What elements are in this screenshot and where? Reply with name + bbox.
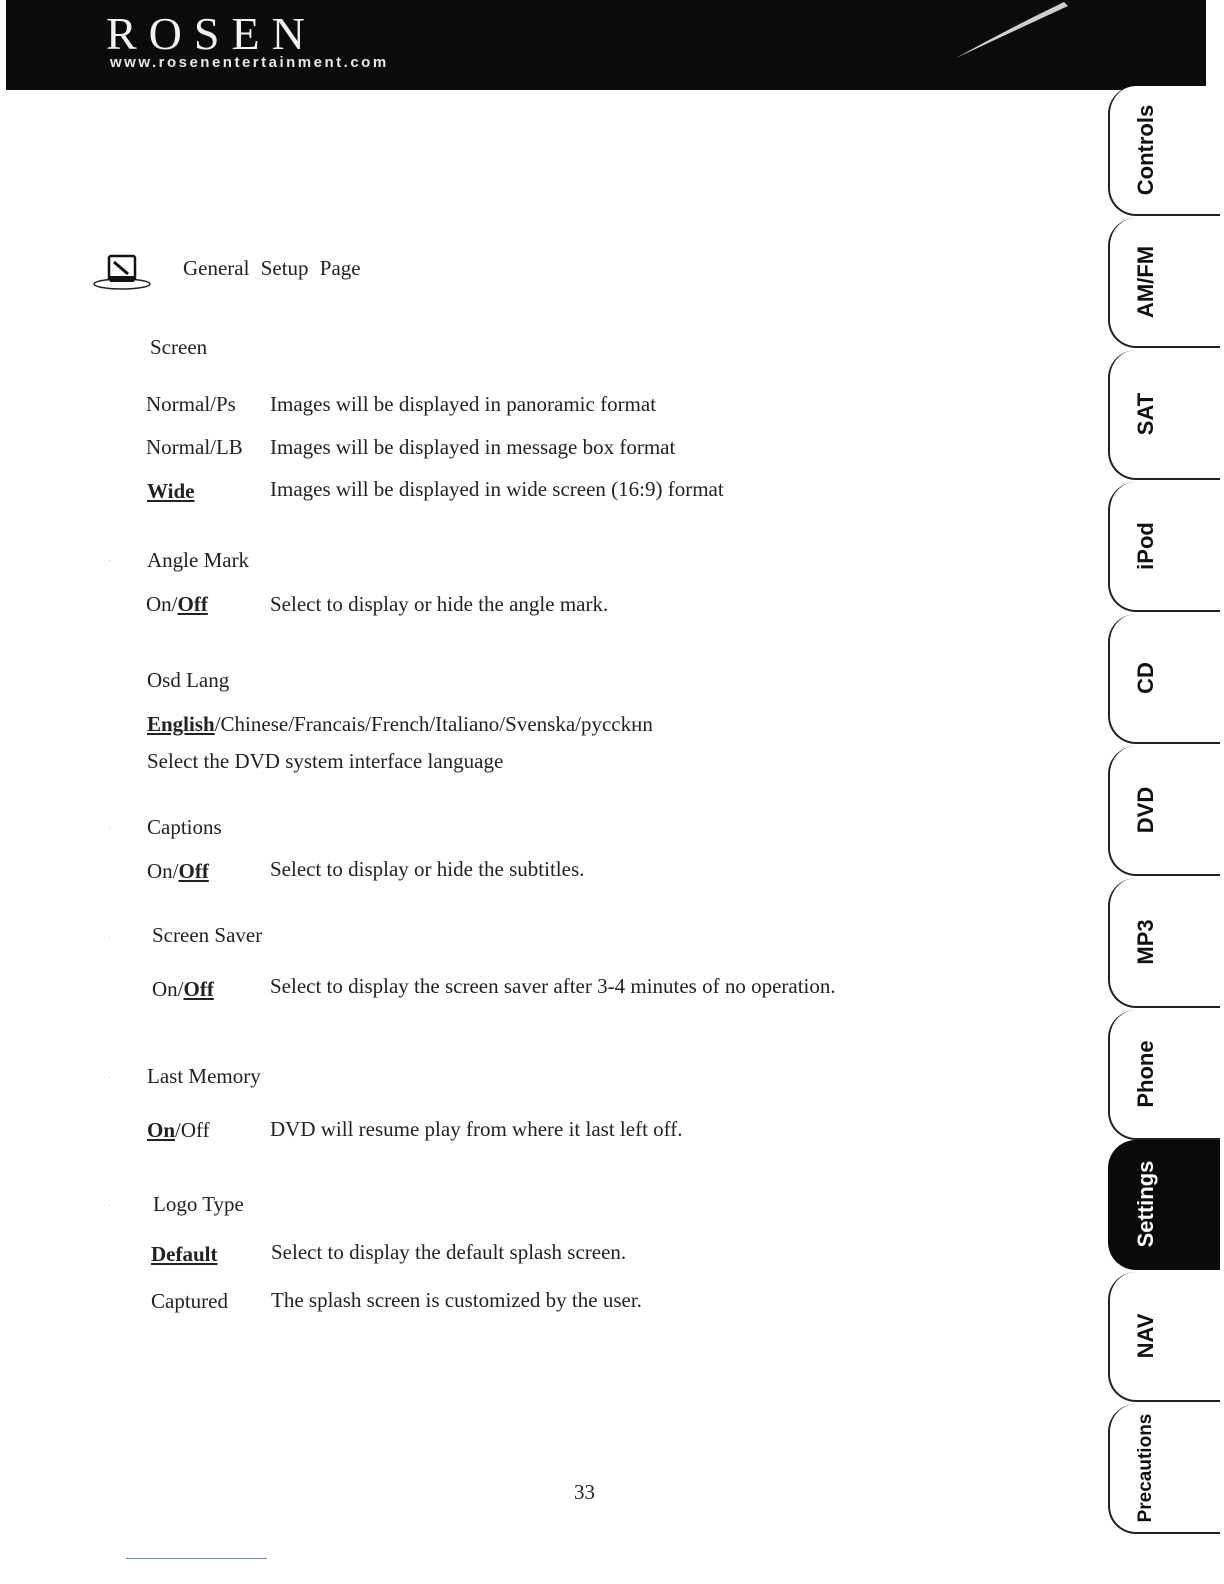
last-memory-off: /Off [175,1118,210,1142]
tab-ipod[interactable] [1108,482,1220,612]
tab-settings[interactable] [1108,1140,1220,1270]
captions-off-selected: Off [178,859,209,883]
screen-saver-desc: Select to display the screen saver after 3-4 minutes of no operation. [270,974,836,998]
tab-label: iPod [1133,522,1158,570]
captions-heading: Captions [147,815,222,839]
brand-logo: ROSEN [106,8,317,59]
tab-mp3[interactable] [1108,878,1220,1008]
screen-option-wide: Wide [147,479,195,503]
tab-controls[interactable] [1108,86,1220,216]
setup-wrench-icon [92,252,152,292]
tab-label: Settings [1133,1160,1158,1248]
last-memory-heading: Last Memory [147,1064,261,1088]
bullet-dot: · [108,1200,111,1210]
tab-label: CD [1133,662,1158,694]
tab-precautions[interactable] [1108,1404,1220,1534]
osd-lang-other-languages: /Chinese/Francais/French/Italiano/Svenska/pycckнn [214,712,653,736]
screen-desc-wide: Images will be displayed in wide screen (16:9) format [270,477,724,501]
tab-label: Controls [1133,104,1158,196]
captions-options [147,859,209,884]
angle-mark-off-selected: Off [177,592,208,616]
tab-am-fm[interactable] [1108,218,1220,348]
screen-heading: Screen [150,335,208,359]
captions-on: On/ [147,859,179,883]
angle-mark-desc: Select to display or hide the angle mark. [270,592,609,616]
swoosh-graphic [936,0,1076,60]
tab-label: SAT [1133,392,1158,436]
screen-desc-normal-ps: Images will be displayed in panoramic format [270,392,657,416]
header-banner [6,0,1206,90]
tab-label: AM/FM [1133,245,1158,319]
section-tabs [1108,86,1224,1536]
page-number: 33 [574,1480,595,1504]
tab-nav[interactable] [1108,1272,1220,1402]
bullet-dot: · [108,932,111,942]
bullet-dot: · [108,555,111,565]
screen-saver-off-selected: Off [183,977,214,1001]
logo-type-desc-default: Select to display the default splash screen. [271,1240,627,1264]
osd-lang-options [147,712,653,737]
angle-mark-on: On/ [146,592,178,616]
logo-type-option-default-selected: Default [151,1242,218,1266]
tab-label: Phone [1133,1040,1158,1108]
osd-lang-heading: Osd Lang [147,668,230,692]
last-memory-options [147,1118,210,1143]
screen-saver-on: On/ [152,977,184,1001]
screen-saver-heading: Screen Saver [152,923,263,947]
bullet-dot: · [108,822,111,832]
angle-mark-options [146,592,208,617]
tab-label: MP3 [1133,919,1158,965]
logo-type-option-captured: Captured [151,1289,228,1313]
screen-desc-normal-lb: Images will be displayed in message box format [270,435,676,459]
screen-saver-options [152,977,214,1002]
last-memory-desc: DVD will resume play from where it last left off. [270,1117,683,1141]
screen-option-normal-lb: Normal/LB [146,435,243,459]
brand-url: www.rosenentertainment.com [110,54,389,71]
screen-option-normal-ps: Normal/Ps [146,392,236,416]
page-title: General Setup Page [183,256,361,280]
bullet-dot: · [108,1072,111,1082]
osd-lang-desc: Select the DVD system interface language [147,749,504,773]
angle-mark-heading: Angle Mark [147,548,250,572]
tab-cd[interactable] [1108,614,1220,744]
footer-line [126,1558,267,1559]
logo-type-desc-captured: The splash screen is customized by the user. [271,1288,642,1312]
tab-dvd[interactable] [1108,746,1220,876]
tab-sat[interactable] [1108,350,1220,480]
tab-label: DVD [1133,786,1158,834]
tab-label: Precautions [1135,1413,1156,1523]
tab-phone[interactable] [1108,1010,1220,1140]
last-memory-on-selected: On [147,1118,176,1142]
tab-label: NAV [1133,1313,1158,1359]
logo-type-heading: Logo Type [153,1192,244,1216]
osd-lang-english-selected: English [147,712,215,736]
captions-desc: Select to display or hide the subtitles. [270,857,585,881]
